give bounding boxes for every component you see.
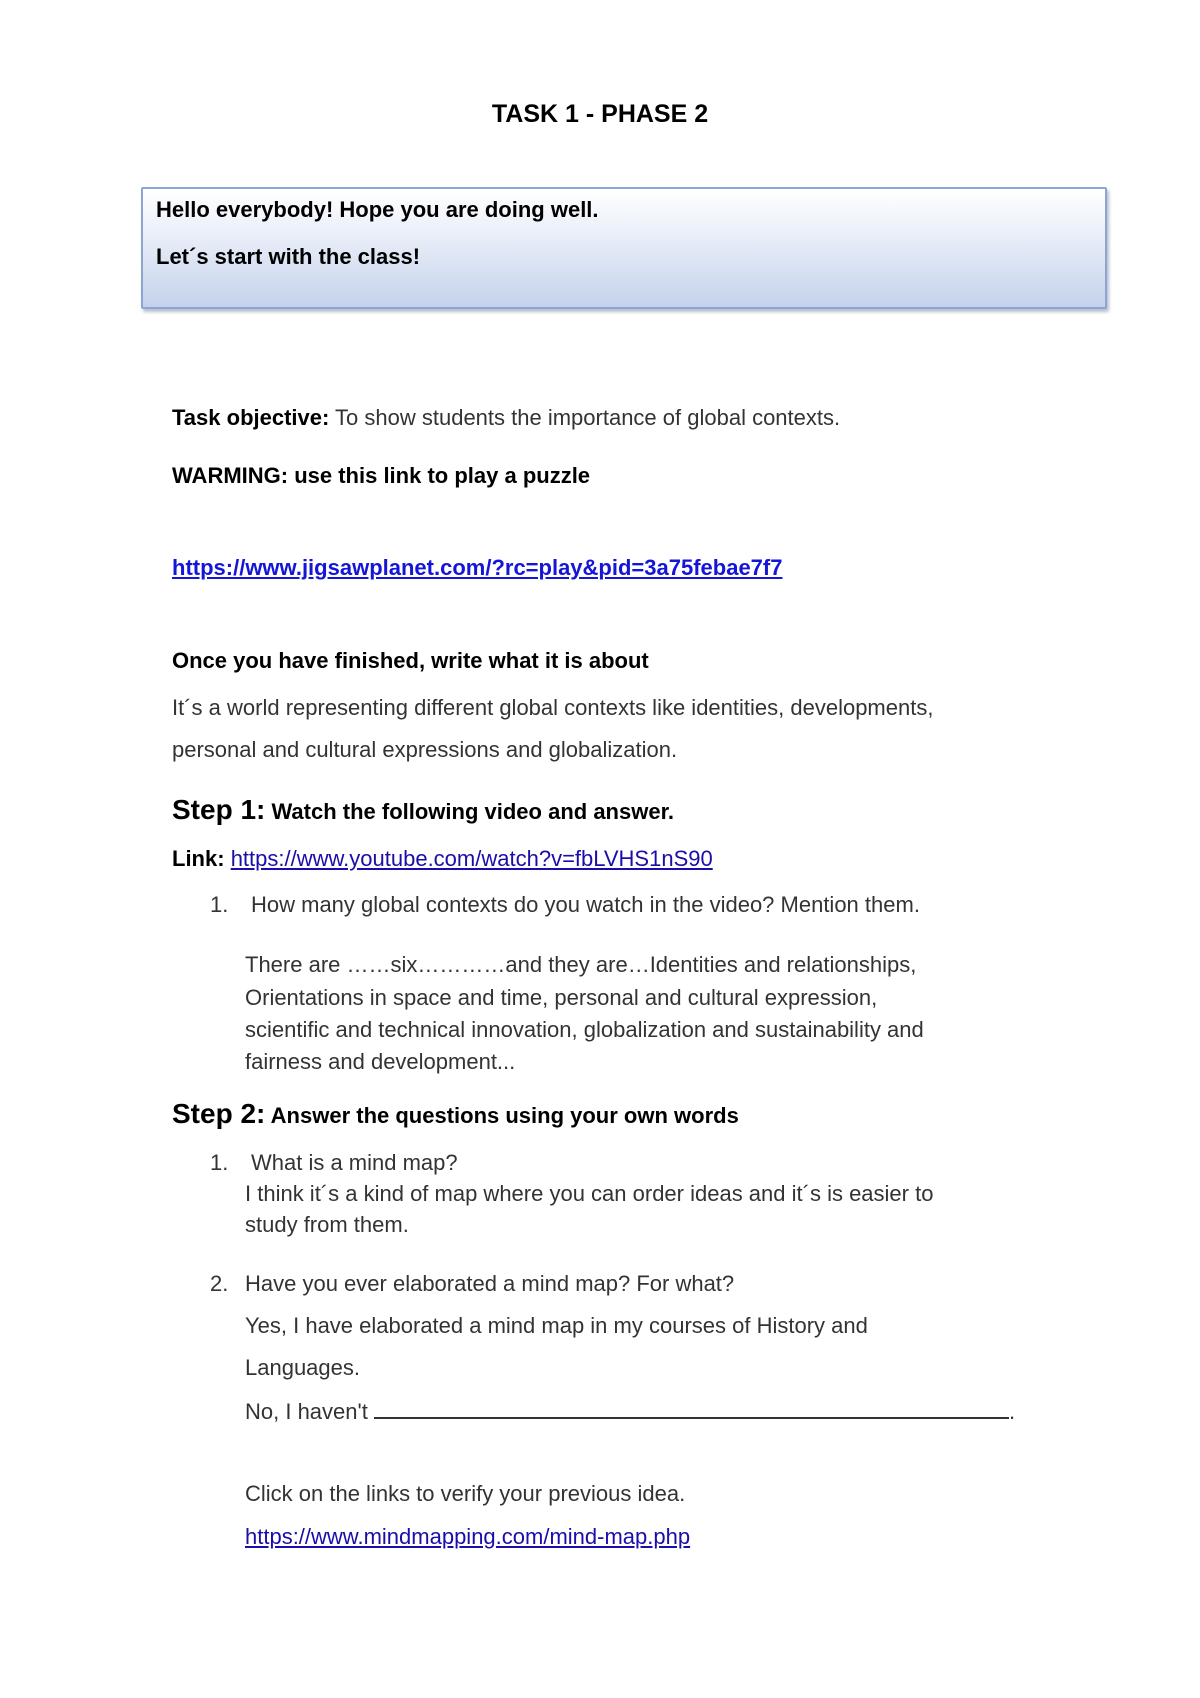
step2-q2-no-text: No, I haven't xyxy=(245,1399,374,1424)
step1-label: Step 1: xyxy=(172,794,266,825)
step1-q1-text: How many global contexts do you watch in the video? Mention them. xyxy=(251,892,920,917)
step2-q2-no-line xyxy=(245,1397,1015,1425)
youtube-link[interactable]: https://www.youtube.com/watch?v=fbLVHS1nS90 xyxy=(230,846,713,871)
step2-q1-number: 1. xyxy=(210,1150,229,1175)
finished-heading: Once you have finished, write what it is about xyxy=(172,648,649,673)
task-objective xyxy=(172,405,840,431)
step1-answer-line-3: scientific and technical innovation, globalization and sustainability and xyxy=(245,1017,924,1042)
step2-text: Answer the questions using your own words xyxy=(265,1103,739,1128)
step1-link-label: Link: xyxy=(172,846,225,871)
step1-answer-line-4: fairness and development... xyxy=(245,1049,516,1074)
task-objective-text: To show students the importance of global contexts. xyxy=(329,405,841,430)
answer-blank-line xyxy=(374,1397,1009,1419)
step2-heading xyxy=(172,1098,739,1130)
step2-q1-text: What is a mind map? xyxy=(251,1150,458,1175)
mindmapping-link[interactable]: https://www.mindmapping.com/mind-map.php xyxy=(245,1524,691,1549)
task-objective-label: Task objective: xyxy=(172,405,330,430)
step1-q1-number: 1. xyxy=(210,892,229,917)
puzzle-link[interactable]: https://www.jigsawplanet.com/?rc=play&pid=3a75febae7f7 xyxy=(172,555,783,580)
step2-q2-answer-line-2: Languages. xyxy=(245,1355,360,1380)
step2-label: Step 2: xyxy=(172,1098,266,1129)
page-title: TASK 1 - PHASE 2 xyxy=(491,100,709,128)
step2-q2-no-end: . xyxy=(1008,1399,1016,1424)
step1-answer-line-1: There are ……six…………and they are…Identities and relationships, xyxy=(245,952,917,977)
step2-q2-answer-line-1: Yes, I have elaborated a mind map in my courses of History and xyxy=(245,1313,868,1338)
greeting-line-2: Let´s start with the class! xyxy=(156,244,421,269)
step2-q2-text: Have you ever elaborated a mind map? For what? xyxy=(245,1271,735,1296)
step1-heading xyxy=(172,794,674,826)
step1-answer-line-2: Orientations in space and time, personal and cultural expression, xyxy=(245,985,878,1010)
step1-link-row xyxy=(172,846,713,872)
greeting-line-1: Hello everybody! Hope you are doing well. xyxy=(156,197,599,222)
warming-text: WARMING: use this link to play a puzzle xyxy=(172,463,591,488)
step1-text: Watch the following video and answer. xyxy=(265,799,675,824)
step2-q2-number: 2. xyxy=(210,1271,229,1296)
step2-q1-answer-line-2: study from them. xyxy=(245,1212,409,1237)
step2-q1-answer-line-1: I think it´s a kind of map where you can order ideas and it´s is easier to xyxy=(245,1181,934,1206)
verify-text: Click on the links to verify your previous idea. xyxy=(245,1481,686,1506)
finished-answer-line-1: It´s a world representing different global contexts like identities, developments, xyxy=(172,695,934,720)
finished-answer-line-2: personal and cultural expressions and globalization. xyxy=(172,737,678,762)
